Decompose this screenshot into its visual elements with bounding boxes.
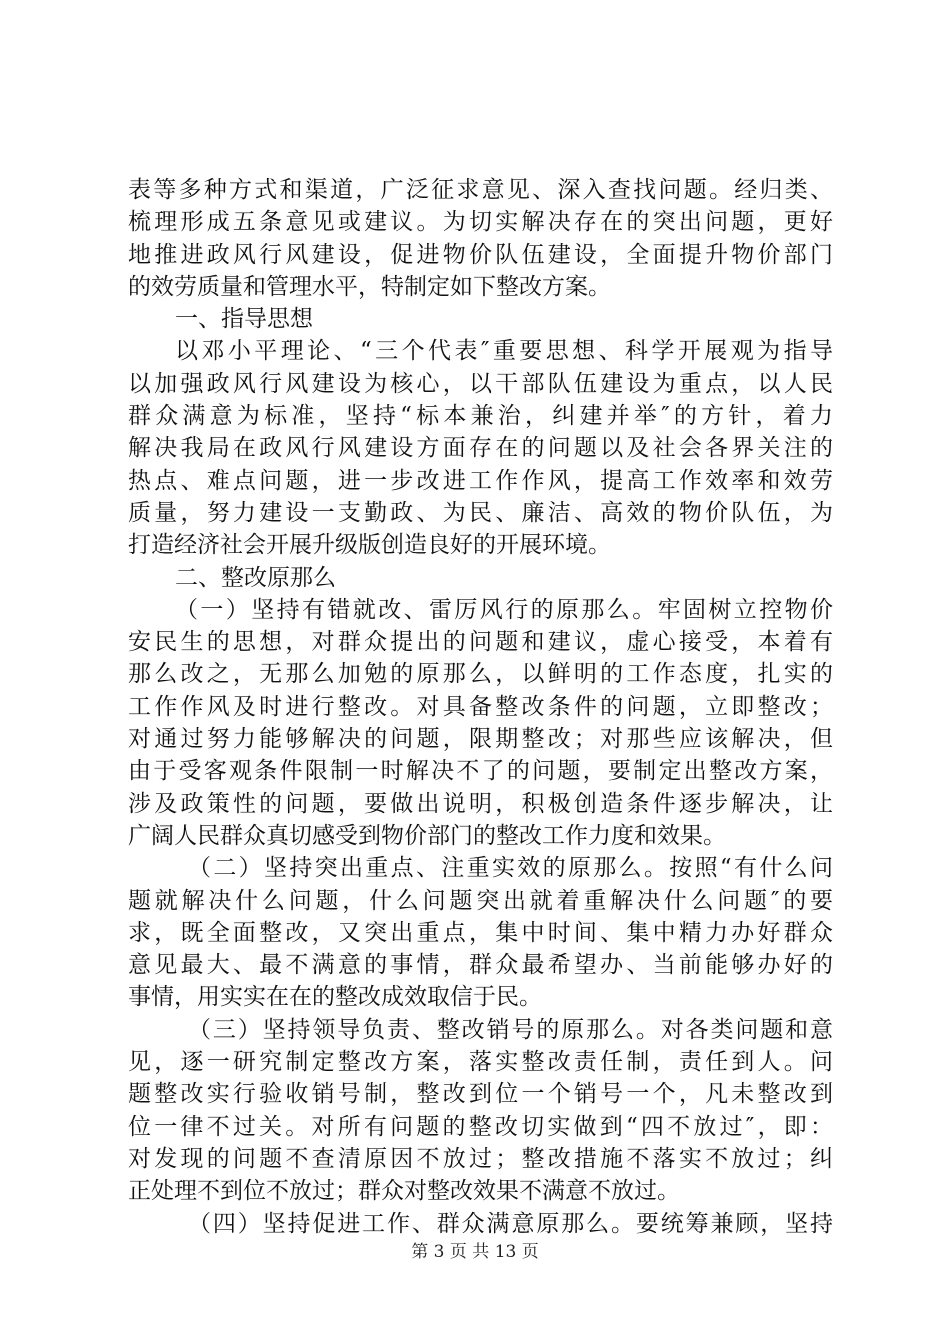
text-line: 对发现的问题不查清原因不放过；整改措施不落实不放过；纠	[128, 1145, 833, 1172]
text-line: 由于受客观条件限制一时解决不了的问题，要制定出整改方案，	[128, 758, 833, 785]
text-line: （二）坚持突出重点、注重实效的原那么。按照“有什么问	[188, 855, 833, 882]
text-line: 位一律不过关。对所有问题的整改切实做到“四不放过″，即：	[128, 1113, 833, 1140]
text-line: （一）坚持有错就改、雷厉风行的原那么。牢固树立控物价	[175, 596, 833, 623]
text-line: 广阔人民群众真切感受到物价部门的整改工作力度和效果。	[128, 822, 726, 849]
text-line: 题就解决什么问题，什么问题突出就着重解决什么问题″的要	[128, 887, 833, 914]
text-line: 群众满意为标准，坚持“标本兼治，纠建并举″的方针，着力	[128, 403, 833, 430]
text-line: 正处理不到位不放过；群众对整改效果不满意不放过。	[128, 1178, 680, 1205]
section-heading-guiding-thought: 一、指导思想	[175, 306, 313, 333]
text-line: 梳理形成五条意见或建议。为切实解决存在的突出问题，更好	[128, 209, 833, 236]
text-line: 解决我局在政风行风建设方面存在的问题以及社会各界关注的	[128, 435, 833, 462]
text-line: 以邓小平理论、“三个代表″重要思想、科学开展观为指导	[175, 338, 833, 365]
text-line: 那么改之，无那么加勉的原那么，以鲜明的工作态度，扎实的	[128, 661, 833, 688]
text-line: 见，逐一研究制定整改方案，落实整改责任制，责任到人。问	[128, 1049, 833, 1076]
text-line: 对通过努力能够解决的问题，限期整改；对那些应该解决，但	[128, 726, 833, 753]
text-line: 安民生的思想，对群众提出的问题和建议，虚心接受，本着有	[128, 629, 833, 656]
page-footer: 第 3 页 共 13 页	[411, 1242, 539, 1262]
section-heading-rectification-principles: 二、整改原那么	[175, 564, 336, 591]
text-line: 打造经济社会开展升级版创造良好的开展环境。	[128, 532, 611, 559]
text-line: 涉及政策性的问题，要做出说明，积极创造条件逐步解决，让	[128, 790, 833, 817]
text-line: 地推进政风行风建设，促进物价队伍建设，全面提升物价部门	[128, 241, 833, 268]
text-line: 的效劳质量和管理水平，特制定如下整改方案。	[128, 273, 611, 300]
text-line: 表等多种方式和渠道，广泛征求意见、深入查找问题。经归类、	[128, 177, 833, 203]
document-body	[128, 174, 833, 1240]
text-line: 意见最大、最不满意的事情，群众最希望办、当前能够办好的	[128, 952, 833, 979]
text-line: 质量，努力建设一支勤政、为民、廉洁、高效的物价队伍，为	[128, 499, 833, 526]
text-line: 以加强政风行风建设为核心，以干部队伍建设为重点，以人民	[128, 370, 833, 397]
text-line: 工作作风及时进行整改。对具备整改条件的问题，立即整改；	[128, 693, 833, 720]
text-line: 事情，用实实在在的整改成效取信于民。	[128, 984, 542, 1011]
text-line: 热点、难点问题，进一步改进工作作风，提高工作效率和效劳	[128, 467, 833, 494]
text-line: 求，既全面整改，又突出重点，集中时间、集中精力办好群众	[128, 919, 833, 946]
text-line: （四）坚持促进工作、群众满意原那么。要统筹兼顾，坚持	[188, 1210, 833, 1237]
text-line: 题整改实行验收销号制，整改到位一个销号一个，凡未整改到	[128, 1081, 833, 1108]
text-line: （三）坚持领导负责、整改销号的原那么。对各类问题和意	[188, 1016, 833, 1043]
